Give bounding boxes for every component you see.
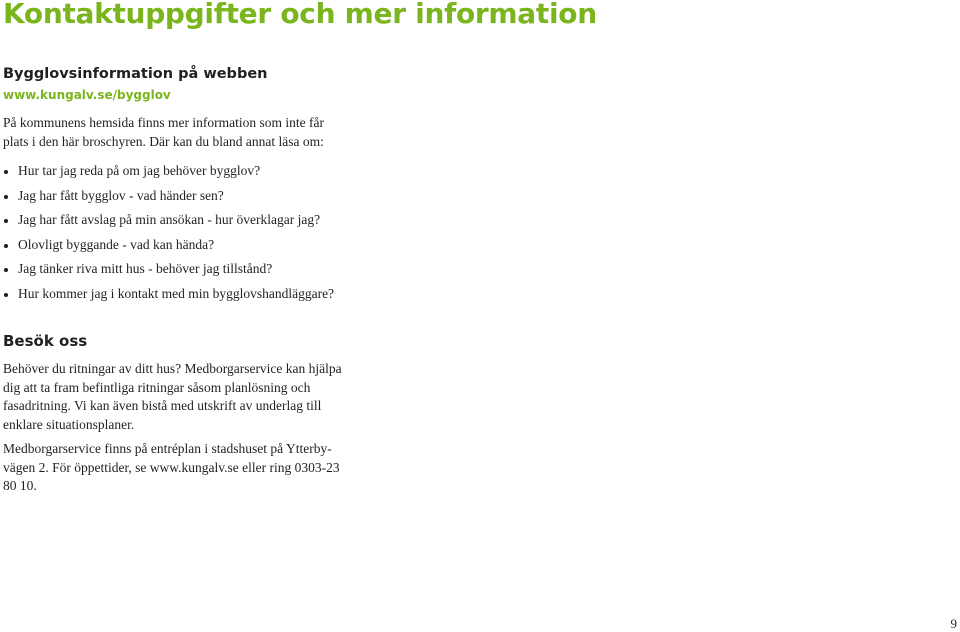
- page-title: Kontaktuppgifter och mer information: [3, 0, 597, 30]
- list-item: Hur kommer jag i kontakt med min bygglovshandläggare?: [3, 282, 334, 307]
- besok-paragraph-drawings: Behöver du ritningar av ditt hus? Medborgarservice kan hjälpa dig att ta fram befintliga ritningar såsom planlösning och fasadritning. Vi kan även bistå med utskrift av underlag till enklare situationsplaner.: [3, 361, 342, 432]
- section-heading-besok: Besök oss: [3, 332, 88, 350]
- section-heading-bygglov: Bygglovsinformation på webben: [3, 66, 268, 82]
- list-item: Jag tänker riva mitt hus - behöver jag tillstånd?: [3, 257, 334, 282]
- besok-paragraph-location: Medborgarservice finns på entréplan i stadshuset på Ytterbyvägen 2. För öppettider, se www.kungalv.se eller ring 0303-23 80 10.: [3, 441, 340, 493]
- topic-list: [3, 159, 334, 306]
- list-item: Hur tar jag reda på om jag behöver bygglov?: [3, 159, 334, 184]
- bygglov-link[interactable]: www.kungalv.se/bygglov: [3, 88, 171, 102]
- list-item: Jag har fått bygglov - vad händer sen?: [3, 184, 334, 209]
- intro-paragraph: På kommunens hemsida finns mer information som inte får plats i den här broschyren. Där kan du bland annat läsa om:: [3, 115, 324, 149]
- page-number: 9: [950, 616, 957, 631]
- list-item: Jag har fått avslag på min ansökan - hur överklagar jag?: [3, 208, 334, 233]
- list-item: Olovligt byggande - vad kan hända?: [3, 233, 334, 258]
